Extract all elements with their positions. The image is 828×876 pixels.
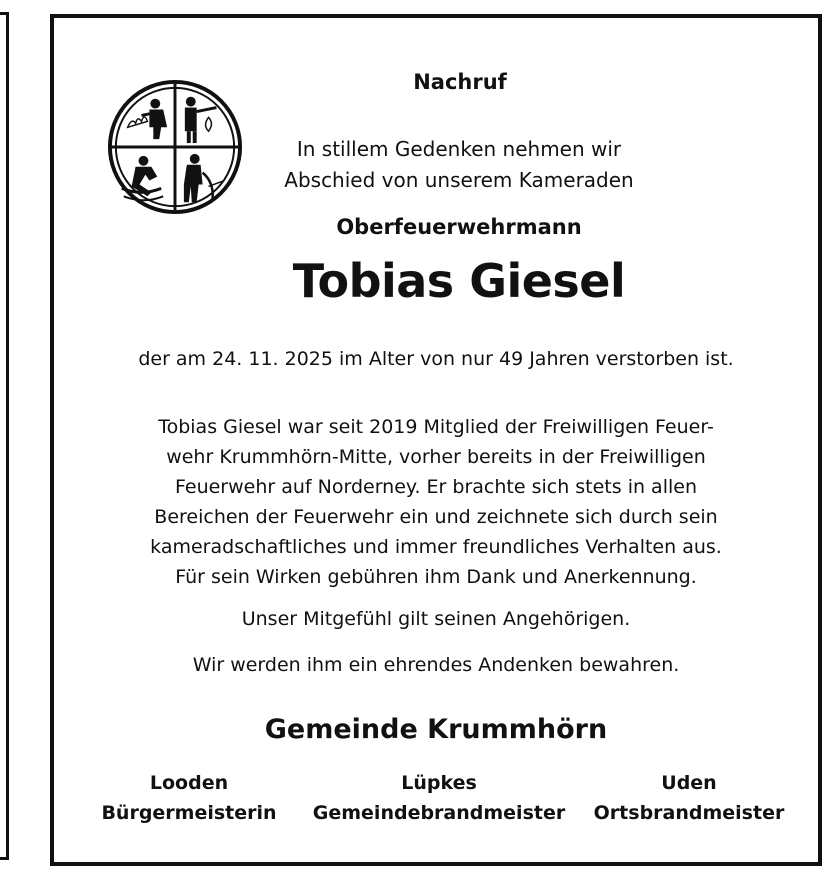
bio-line: Tobias Giesel war seit 2019 Mitglied der Freiwilligen Feuer- xyxy=(158,416,714,438)
condolence-line: Unser Mitgefühl gilt seinen Angehörigen. xyxy=(241,608,631,630)
signatory-name: Looden xyxy=(149,772,229,794)
signatory-title: Gemeindebrandmeister xyxy=(312,802,566,824)
death-line: der am 24. 11. 2025 im Alter von nur 49 Jahren verstorben ist. xyxy=(138,348,734,370)
intro-text xyxy=(279,134,639,196)
signatory-name: Lüpkes xyxy=(401,772,477,794)
intro-line: In stillem Gedenken nehmen wir xyxy=(296,137,622,161)
bio-line: Bereichen der Feuerwehr ein und zeichnete sich durch sein xyxy=(154,506,718,528)
signatory-title: Ortsbrandmeister xyxy=(593,802,785,824)
signatory-3 xyxy=(574,768,804,828)
signatory-1 xyxy=(84,768,294,828)
notice-heading: Nachruf xyxy=(413,70,507,94)
bio-line: Für sein Wirken gebühren ihm Dank und Anerkennung. xyxy=(175,566,697,588)
deceased-name: Tobias Giesel xyxy=(292,254,626,308)
obituary-frame xyxy=(50,14,822,866)
bio-line: kameradschaftliches und immer freundliches Verhalten aus. xyxy=(150,536,722,558)
signatory-name: Uden xyxy=(661,772,717,794)
organization-name: Gemeinde Krummhörn xyxy=(264,714,608,745)
signatory-title: Bürgermeisterin xyxy=(101,802,277,824)
bio-line: wehr Krummhörn-Mitte, vorher bereits in der Freiwilligen xyxy=(166,446,706,468)
bio-line: Feuerwehr auf Norderney. Er brachte sich stets in allen xyxy=(174,476,697,498)
rank-title: Oberfeuerwehrmann xyxy=(336,215,582,239)
memory-line: Wir werden ihm ein ehrendes Andenken bewahren. xyxy=(192,654,680,676)
adjacent-ad-border xyxy=(0,12,9,860)
signatory-2 xyxy=(304,768,574,828)
intro-line: Abschied von unserem Kameraden xyxy=(284,168,634,192)
biography-text xyxy=(54,412,818,592)
fire-brigade-emblem-icon xyxy=(106,78,244,216)
